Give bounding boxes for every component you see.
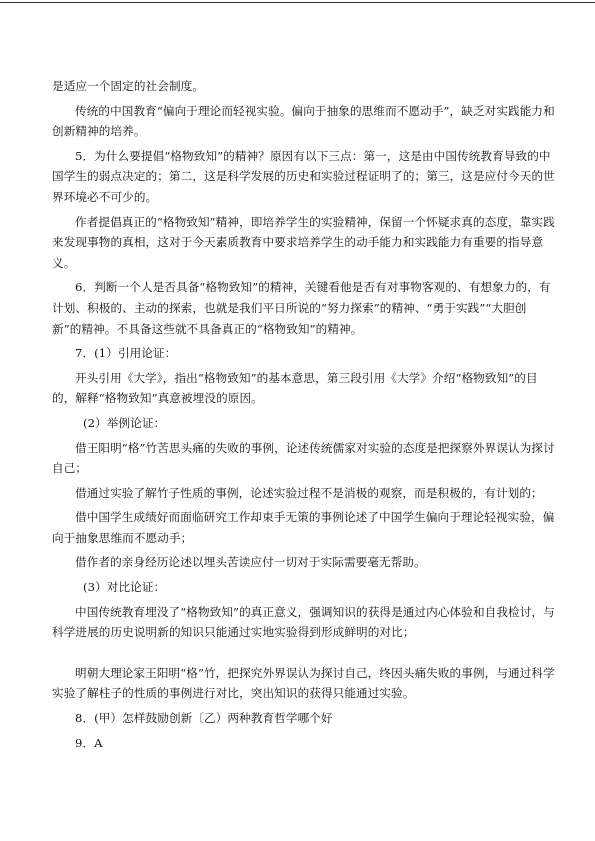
- example-wang-yangming: 借王阳明“格”竹苦思头痛的失败的事例，论述传统儒家对实验的态度是把探察外界误认为探讨自己；: [52, 440, 555, 476]
- document-body: [52, 76, 555, 753]
- example-author-experience: 借作者的亲身经历论述以埋头苦读应付一切对于实际需要毫无帮助。: [75, 555, 426, 570]
- contrast-argument-heading: (3）对比论证：: [83, 580, 166, 595]
- contrast-traditional-vs-science: 中国传统教育埋没了“格物致知”的真正意义，强调知识的获得是通过内心体验和自我检讨，与科学进展的历史说明新的知识只能通过实地实验得到形成鲜明的对比；: [52, 604, 555, 640]
- example-chinese-students: 借中国学生成绩好而面临研究工作却束手无策的事例论述了中国学生偏向于理论轻视实验，偏向于抽象思维而不愿动手；: [52, 510, 555, 545]
- quotation-argument: 开头引用《大学》，指出“格物致知”的基本意思，第三段引用《大学》介绍“格物致知”的目的，解释“格物致知”真意被埋没的原因。: [52, 370, 538, 406]
- answer-7-heading: 7．(1）引用论证：: [75, 346, 177, 361]
- contrast-wang-yangming: 明朝大理论家王阳明“格”竹，把探究外界误认为探讨自己，终因头痛失败的事例，与通过科学实验了解柱子的性质的事例进行对比，突出知识的获得只能通过实验。: [52, 665, 555, 701]
- paragraph-continuation: 是适应一个固定的社会制度。: [52, 79, 205, 93]
- paragraph-author-view: 作者提倡真正的“格物致知”精神，即培养学生的实验精神，保留一个怀疑求真的态度，靠实践来发现事物的真相，这对于今天素质教育中要求培养学生的动手能力和实践能力有重要的指导意义。: [52, 214, 555, 270]
- answer-6: 6．判断一个人是否具备“格物致知”的精神，关键看他是否有对事物客观的、有想象力的，有计划、积极的、主动的探索，也就是我们平日所说的“努力探索”的精神、“勇于实践”“大胆创新”的精神。不具备这些就不具备真正的“格物致知”的精神。: [52, 280, 551, 336]
- page-top-rule: [0, 2, 595, 3]
- answer-8: 8．(甲）怎样鼓励创新〔乙）两种教育哲学哪个好: [75, 711, 333, 726]
- answer-9: 9．A: [75, 735, 103, 750]
- paragraph-traditional-education: 传统的中国教育“偏向于理论而轻视实验。偏向于抽象的思维而不愿动手”，缺乏对实践能力和创新精神的培养。: [52, 103, 555, 139]
- example-bamboo-experiment: 借通过实验了解竹子性质的事例，论述实验过程不是消极的观察，而是积极的，有计划的；: [75, 485, 543, 500]
- answer-5: 5．为什么要提倡“格物致知”的精神？原因有以下三点：第一，这是由中国传统教育导致的中国学生的弱点决定的；第二，这是科学发展的历史和实验过程证明了的；第三，这是应付今天的世界环境必不可少的。: [52, 148, 555, 204]
- example-argument-heading: (2）举例论证：: [83, 415, 166, 430]
